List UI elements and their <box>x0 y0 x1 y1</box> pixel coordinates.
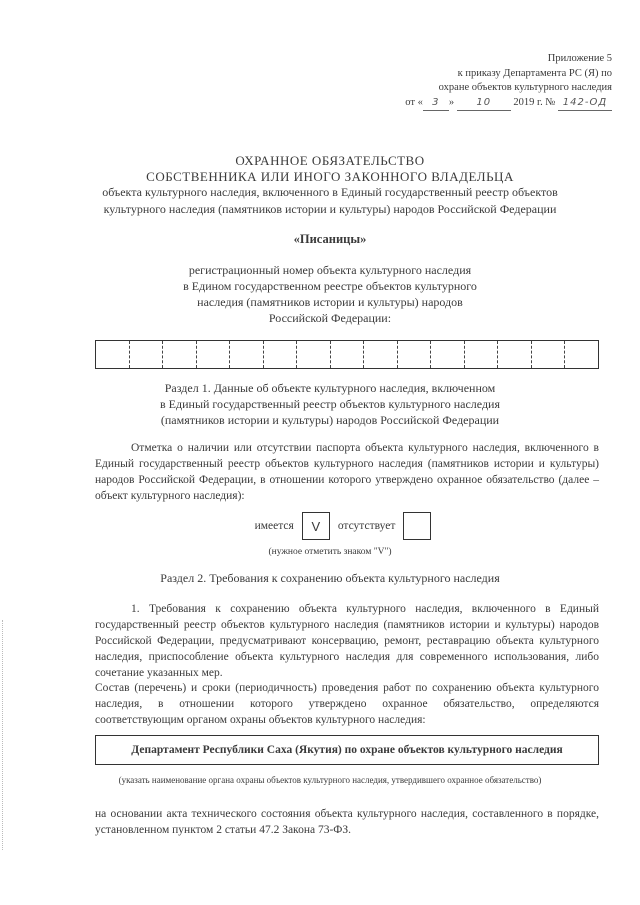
registration-number-label <box>60 262 600 326</box>
date-year: 2019 г. № <box>513 96 556 108</box>
section1-heading <box>60 380 600 428</box>
grid-cell <box>565 341 598 368</box>
grid-cell <box>331 341 365 368</box>
title-line2: СОБСТВЕННИКА ИЛИ ИНОГО ЗАКОННОГО ВЛАДЕЛЬЦА <box>146 169 514 184</box>
passport-check-row <box>95 511 599 541</box>
grid-cell <box>197 341 231 368</box>
grid-cell <box>465 341 499 368</box>
grid-cell <box>431 341 465 368</box>
reg-line1: регистрационный номер объекта культурного наследия <box>188 263 472 277</box>
requirements-paragraph: 1. Требования к сохранению объекта культурного наследия, включенного в Единый государственный реестр объектов культурного наследия (памятников истории и культуры) народов Российской Федерации, предусматривают консервацию, ремонт, реставрацию объекта культурного наследия, приспособление объекта культурного наследия для современного использования, либо сочетание указанных мер. <box>95 603 599 679</box>
grid-cell <box>532 341 566 368</box>
basis-paragraph: на основании акта технического состояния объекта культурного наследия, составленного в порядке, установленном пунктом 2 статьи 47.2 Закона 73-ФЗ. <box>95 808 599 836</box>
absent-passport-checkbox[interactable] <box>403 512 431 540</box>
reg-line2: в Едином государственном реестре объектов культурного <box>183 279 477 293</box>
appendix-date-line <box>352 96 612 112</box>
absent-passport-label: отсутствует <box>337 520 396 532</box>
title-line3: объекта культурного наследия, включенного в Единый государственный реестр объектов <box>102 185 558 199</box>
grid-cell <box>130 341 164 368</box>
object-name: «Писаницы» <box>293 232 367 246</box>
section1-line2: в Единый государственный реестр объектов культурного наследия <box>160 397 500 411</box>
date-month: 10 <box>457 96 511 112</box>
section2-heading: Раздел 2. Требования к сохранению объекта культурного наследия <box>160 571 500 585</box>
grid-cell <box>297 341 331 368</box>
appendix-line3: охране объектов культурного наследия <box>438 82 612 93</box>
registration-number-grid <box>95 340 599 369</box>
title-line1: ОХРАННОЕ ОБЯЗАТЕЛЬСТВО <box>235 153 425 168</box>
passport-paragraph: Отметка о наличии или отсутствии паспорта объекта культурного наследия, включенного в Единый государственный реестр объектов культурного наследия (памятников истории и культуры) народов Российской Федерации, в отношении которого утверждено охранное обязательство (далее – объект культурного наследия): <box>95 442 599 502</box>
appendix-line2: к приказу Департамента РС (Я) по <box>457 67 612 79</box>
grid-cell <box>96 341 130 368</box>
grid-cell <box>230 341 264 368</box>
document-title <box>60 153 600 185</box>
department-note: (указать наименование органа охраны объектов культурного наследия, утвердившего охранное обязательство) <box>118 775 542 785</box>
department-box <box>95 735 599 765</box>
composition-paragraph: Состав (перечень) и сроки (периодичность) проведения работ по сохранению объекта культурного наследия, в отношении которого утверждено охранное обязательство, определяются соответствующим органом охраны объектов культурного наследия: <box>95 682 599 726</box>
date-mid: » <box>448 96 455 108</box>
grid-cell <box>364 341 398 368</box>
has-passport-checkbox[interactable]: V <box>302 512 330 540</box>
date-prefix: от « <box>405 96 423 108</box>
department-name: Департамент Республики Саха (Якутия) по охране объектов культурного наследия <box>131 744 563 756</box>
title-line4: культурного наследия (памятников истории и культуры) народов Российской Федерации <box>103 202 557 216</box>
reg-line4: Российской Федерации: <box>268 311 392 325</box>
check-note: (нужное отметить знаком "V") <box>268 547 392 557</box>
date-day: 3 <box>423 96 449 112</box>
scan-edge-line <box>2 620 4 850</box>
document-subtitle <box>60 184 600 218</box>
order-number: 142-ОД <box>558 96 612 112</box>
grid-cell <box>398 341 432 368</box>
has-passport-label: имеется <box>254 520 294 532</box>
grid-cell <box>264 341 298 368</box>
section1-line3: (памятников истории и культуры) народов Российской Федерации <box>160 413 500 427</box>
section1-line1: Раздел 1. Данные об объекте культурного наследия, включенном <box>164 381 496 395</box>
appendix-header <box>352 52 612 111</box>
grid-cell <box>498 341 532 368</box>
grid-cell <box>163 341 197 368</box>
appendix-line1: Приложение 5 <box>547 53 612 64</box>
reg-line3: наследия (памятников истории и культуры) народов <box>197 295 463 309</box>
